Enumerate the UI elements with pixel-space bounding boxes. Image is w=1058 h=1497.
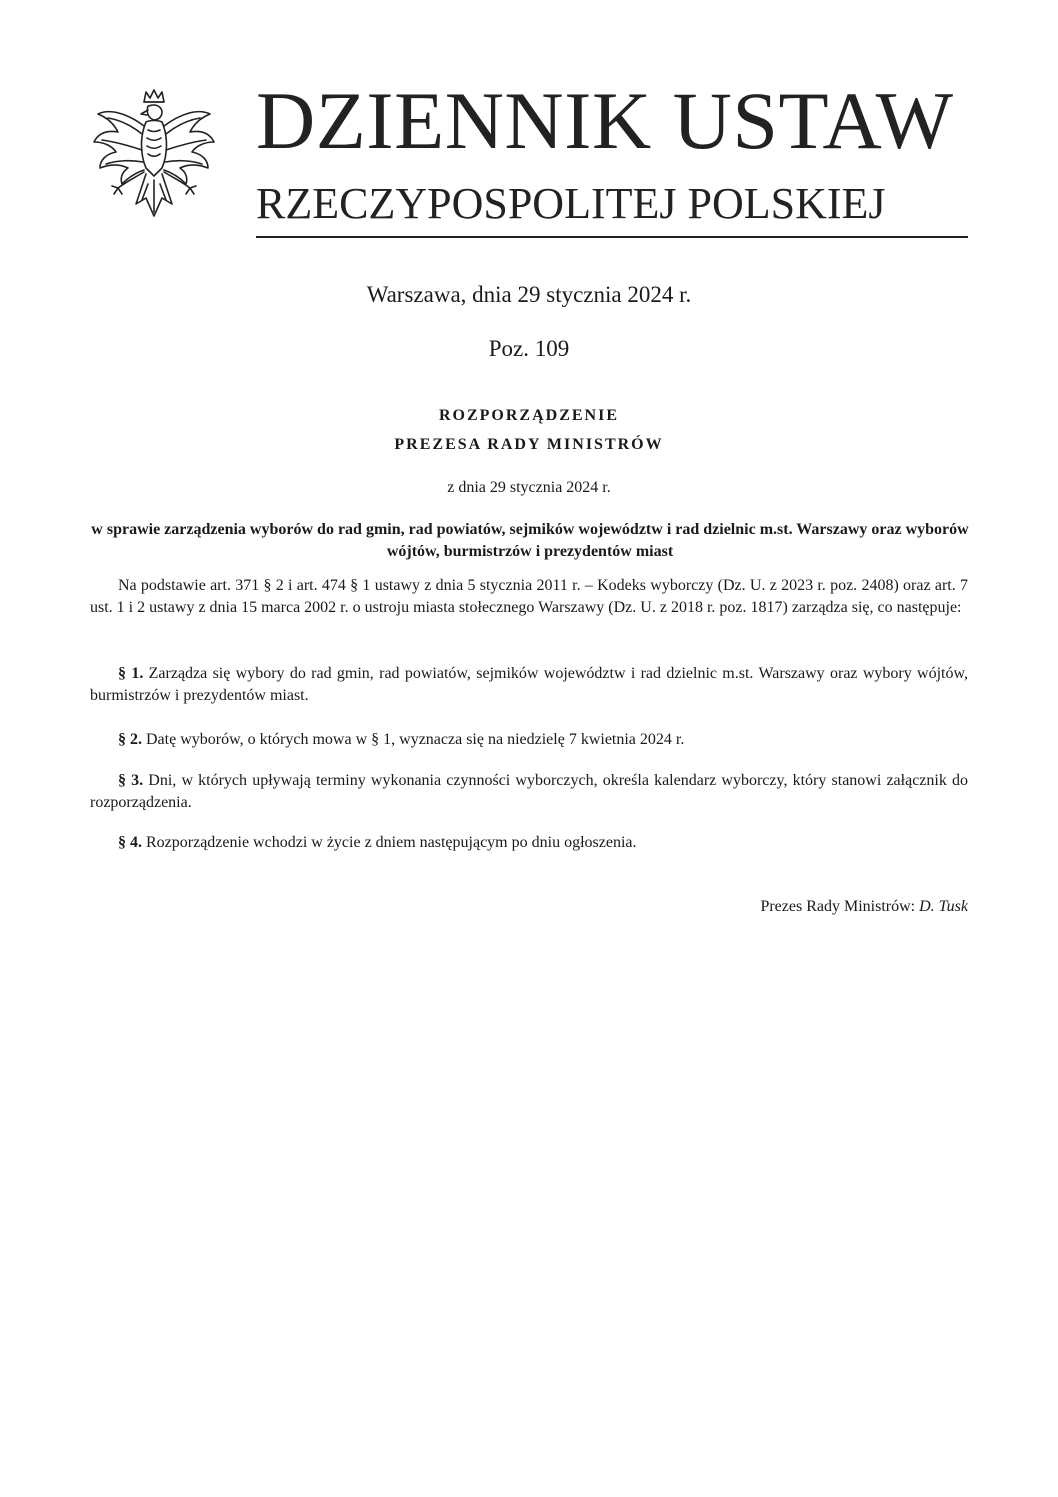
paragraph-3 (90, 770, 968, 814)
act-issuer: PREZESA RADY MINISTRÓW (394, 436, 664, 453)
masthead-subtitle: RZECZYPOSPOLITEJ POLSKIEJ (256, 179, 886, 228)
paragraph-text: Dni, w których upływają terminy wykonania czynności wyborczych, określa kalendarz wyborczy, który stanowi załącznik do rozporządzenia. (90, 772, 968, 811)
polish-eagle-emblem-icon (88, 84, 220, 226)
paragraph-4 (90, 832, 968, 854)
paragraph-label: § 1. (118, 665, 144, 682)
signature-role: Prezes Rady Ministrów: (760, 898, 920, 915)
paragraph-1 (90, 663, 968, 707)
act-type: ROZPORZĄDZENIE (438, 407, 620, 424)
paragraph-label: § 4. (118, 834, 142, 851)
act-date: z dnia 29 stycznia 2024 r. (447, 479, 611, 496)
signature-name: D. Tusk (919, 898, 968, 915)
publication-position: Poz. 109 (488, 336, 570, 361)
paragraph-text: Rozporządzenie wchodzi w życie z dniem następującym po dniu ogłoszenia. (142, 834, 637, 851)
masthead-divider (256, 236, 968, 238)
paragraph-2 (90, 729, 968, 751)
paragraph-text: Datę wyborów, o których mowa w § 1, wyznacza się na niedzielę 7 kwietnia 2024 r. (142, 731, 685, 748)
publication-place-date: Warszawa, dnia 29 stycznia 2024 r. (366, 282, 692, 307)
paragraph-text: Zarządza się wybory do rad gmin, rad powiatów, sejmików województw i rad dzielnic m.st. Warszawy oraz wybory wójtów, burmistrzów i prezydentów miast. (90, 665, 969, 704)
paragraph-label: § 3. (118, 772, 144, 789)
masthead-title: DZIENNIK USTAW (256, 75, 954, 166)
act-subject: w sprawie zarządzenia wyborów do rad gmin, rad powiatów, sejmików województw i rad dzielnic m.st. Warszawy oraz wyborów wójtów, burmistrzów i prezydentów miast (91, 521, 969, 560)
paragraph-label: § 2. (118, 731, 142, 748)
signature (760, 896, 968, 918)
legal-basis: Na podstawie art. 371 § 2 i art. 474 § 1 ustawy z dnia 5 stycznia 2011 r. – Kodeks wyborczy (Dz. U. z 2023 r. poz. 2408) oraz art. 7 ust. 1 i 2 ustawy z dnia 15 marca 2002 r. o ustroju miasta stołecznego Warszawy (Dz. U. z 2018 r. poz. 1817) zarządza się, co następuje: (90, 577, 968, 616)
